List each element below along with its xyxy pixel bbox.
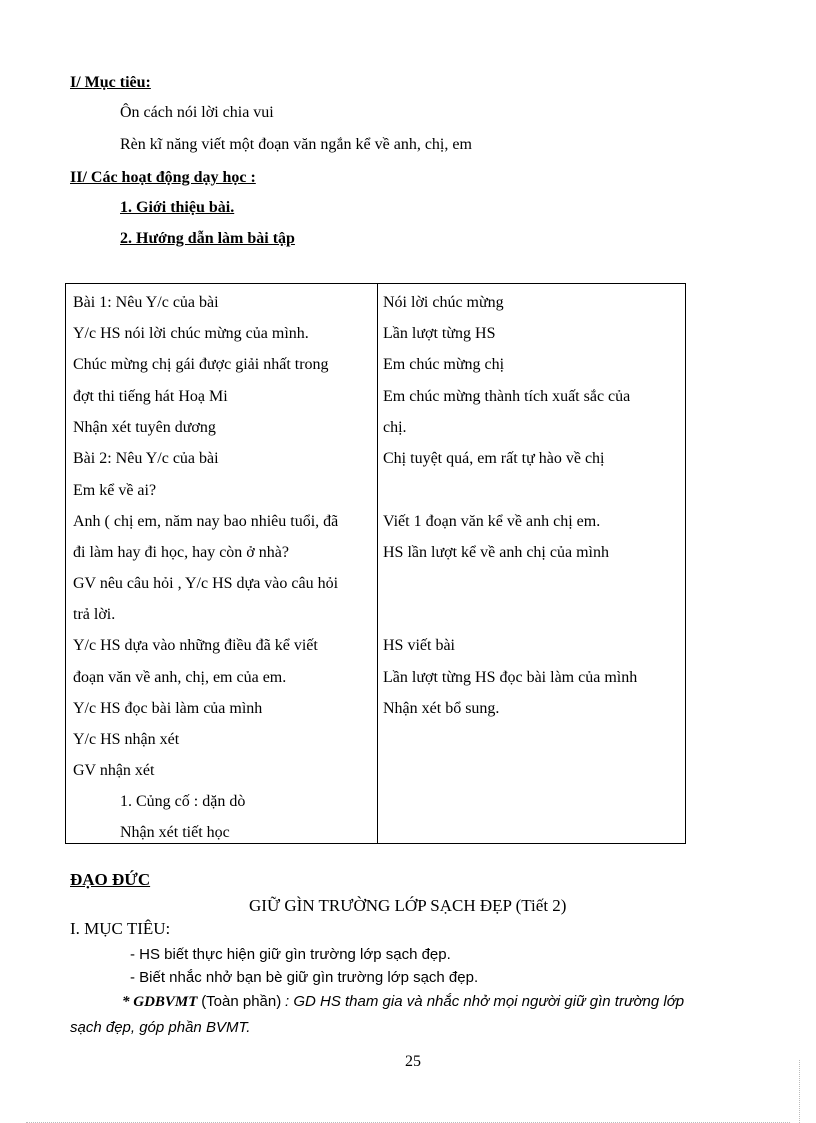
- table-left-line: đi làm hay đi học, hay còn ở nhà?: [73, 544, 289, 561]
- objective-bullet-2: - Biết nhắc nhở bạn bè giữ gìn trường lớp sạch đẹp.: [130, 969, 479, 986]
- table-left-line: trả lời.: [73, 606, 116, 623]
- subheading-gioi-thieu: 1. Giới thiệu bài.: [120, 199, 235, 216]
- section-heading-muc-tieu: I/ Mục tiêu:: [70, 74, 151, 91]
- table-right-line: Em chúc mừng chị: [383, 356, 505, 373]
- gdbvmt-text-cont: sạch đẹp, góp phần BVMT.: [70, 1019, 251, 1036]
- table-right-line: chị.: [383, 419, 407, 436]
- table-left-line: Nhận xét tuyên dương: [73, 419, 216, 436]
- lesson-title: GIỮ GÌN TRƯỜNG LỚP SẠCH ĐẸP (Tiết 2): [249, 896, 567, 915]
- table-left-line: đợt thi tiếng hát Hoạ Mi: [73, 388, 228, 405]
- subject-heading-dao-duc: ĐẠO ĐỨC: [70, 870, 151, 889]
- objective-line-1: Ôn cách nói lời chia vui: [120, 104, 274, 121]
- table-left-line: đoạn văn về anh, chị, em của em.: [73, 669, 287, 686]
- table-left-line: Y/c HS đọc bài làm của mình: [73, 700, 263, 717]
- table-column-divider: [377, 284, 378, 843]
- table-left-line: Y/c HS nhận xét: [73, 731, 180, 748]
- muc-tieu-heading: I. MỤC TIÊU:: [70, 919, 171, 938]
- subheading-huong-dan: 2. Hướng dẫn làm bài tập: [120, 230, 295, 247]
- table-right-line: Chị tuyệt quá, em rất tự hào về chị: [383, 450, 605, 467]
- objective-line-2: Rèn kĩ năng viết một đoạn văn ngắn kể về anh, chị, em: [120, 136, 472, 153]
- table-left-line: 1. Củng cố : dặn dò: [120, 793, 246, 810]
- page-right-border: [799, 1060, 800, 1123]
- section-heading-hoat-dong: II/ Các hoạt động dạy học :: [70, 169, 256, 186]
- gdbvmt-label: * GDBVMT: [122, 994, 198, 1010]
- gdbvmt-scope: (Toàn phần): [201, 993, 282, 1010]
- table-right-line: HS lần lượt kể về anh chị của mình: [383, 544, 609, 561]
- table-right-line: Nhận xét bổ sung.: [383, 700, 500, 717]
- table-right-line: Em chúc mừng thành tích xuất sắc của: [383, 388, 631, 405]
- table-right-line: HS viết bài: [383, 637, 455, 654]
- table-left-line: GV nêu câu hỏi , Y/c HS dựa vào câu hỏi: [73, 575, 339, 592]
- objective-bullet-1: - HS biết thực hiện giữ gìn trường lớp sạch đẹp.: [130, 946, 451, 963]
- table-left-line: Bài 2: Nêu Y/c của bài: [73, 450, 219, 467]
- table-left-line: Chúc mừng chị gái được giải nhất trong: [73, 356, 329, 373]
- table-left-line: GV nhận xét: [73, 762, 155, 779]
- table-right-line: Lần lượt từng HS: [383, 325, 496, 342]
- table-right-line: Nói lời chúc mừng: [383, 294, 504, 311]
- table-left-line: Nhận xét tiết học: [120, 824, 230, 841]
- table-left-line: Y/c HS nói lời chúc mừng của mình.: [73, 325, 309, 342]
- table-left-line: Bài 1: Nêu Y/c của bài: [73, 294, 219, 311]
- activity-table: [65, 283, 686, 844]
- table-left-line: Anh ( chị em, năm nay bao nhiêu tuổi, đã: [73, 513, 339, 530]
- table-left-line: Em kể về ai?: [73, 482, 157, 499]
- table-left-line: Y/c HS dựa vào những điều đã kể viết: [73, 637, 318, 654]
- page-number: 25: [405, 1053, 421, 1070]
- table-right-line: Viết 1 đoạn văn kể về anh chị em.: [383, 513, 601, 530]
- table-right-line: Lần lượt từng HS đọc bài làm của mình: [383, 669, 638, 686]
- gdbvmt-text: : GD HS tham gia và nhắc nhở mọi người giữ gìn trường lớp: [285, 993, 685, 1010]
- gdbvmt-line: [122, 993, 684, 1011]
